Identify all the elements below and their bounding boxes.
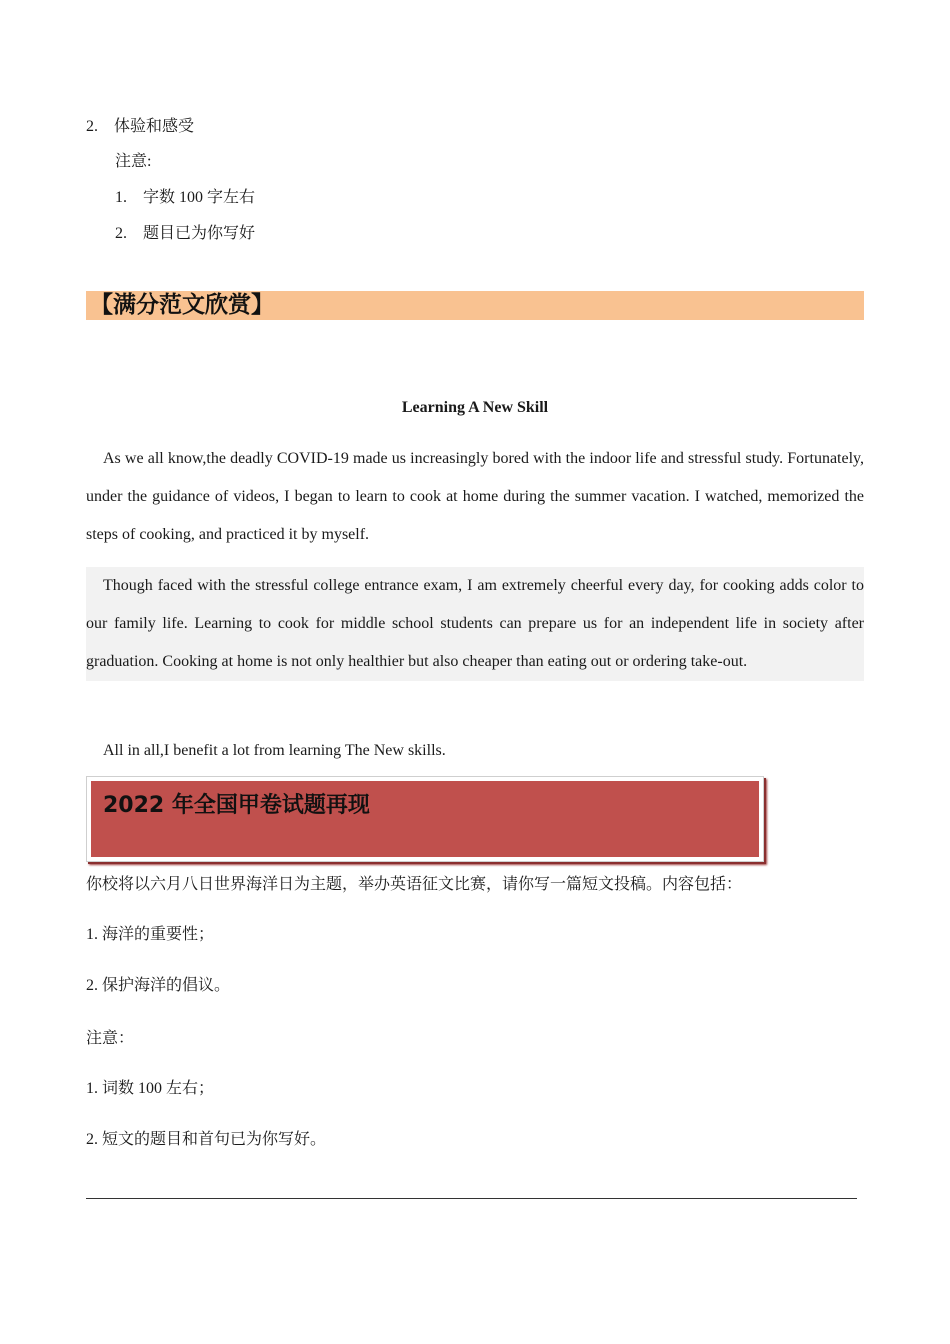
exam-point-1: 1. 海洋的重要性； bbox=[86, 926, 215, 943]
section-banner: 【满分范文欣赏】 bbox=[86, 291, 864, 320]
exam-note-2: 2. 短文的题目和首句已为你写好。 bbox=[86, 1131, 327, 1148]
list-number: 2. bbox=[86, 118, 98, 135]
note-text: 题目已为你写好 bbox=[143, 225, 256, 242]
note-number: 1. bbox=[115, 189, 127, 206]
note-number: 2. bbox=[115, 225, 127, 242]
exam-note-1: 1. 词数 100 左右； bbox=[86, 1080, 215, 1097]
note-item bbox=[115, 188, 255, 208]
essay-paragraph-1: As we all know,the deadly COVID-19 made us increasingly bored with the indoor life and stressful study. Fortunately, under the guidance of videos, I began to learn to cook at home during the summer vacation. I watched, memorized the steps of cooking, and practiced it by myself. bbox=[86, 450, 864, 543]
exam-note-label: 注意： bbox=[86, 1030, 135, 1047]
answer-line bbox=[86, 1198, 857, 1199]
note-label: 注意: bbox=[115, 153, 152, 170]
exam-intro: 你校将以六月八日世界海洋日为主题，举办英语征文比赛，请你写一篇短文投稿。内容包括： bbox=[86, 876, 743, 893]
essay-title: Learning A New Skill bbox=[401, 399, 549, 416]
exam-heading: 2022 年全国甲卷试题再现 bbox=[91, 781, 759, 857]
list-item bbox=[86, 117, 194, 137]
essay-paragraph-2: Though faced with the stressful college entrance exam, I am extremely cheerful every day, for cooking adds color to our family life. Learning to cook for middle school students can prepare us for an independent life in society after graduation. Cooking at home is not only healthier but also cheaper than eating out or ordering take-out. bbox=[86, 567, 864, 681]
list-text: 体验和感受 bbox=[114, 118, 195, 135]
exam-heading-box bbox=[86, 776, 764, 862]
exam-point-2: 2. 保护海洋的倡议。 bbox=[86, 977, 231, 994]
note-item bbox=[115, 224, 255, 244]
essay-paragraph-3: All in all,I benefit a lot from learning The New skills. bbox=[103, 742, 446, 759]
note-text: 字数 100 字左右 bbox=[143, 189, 256, 206]
